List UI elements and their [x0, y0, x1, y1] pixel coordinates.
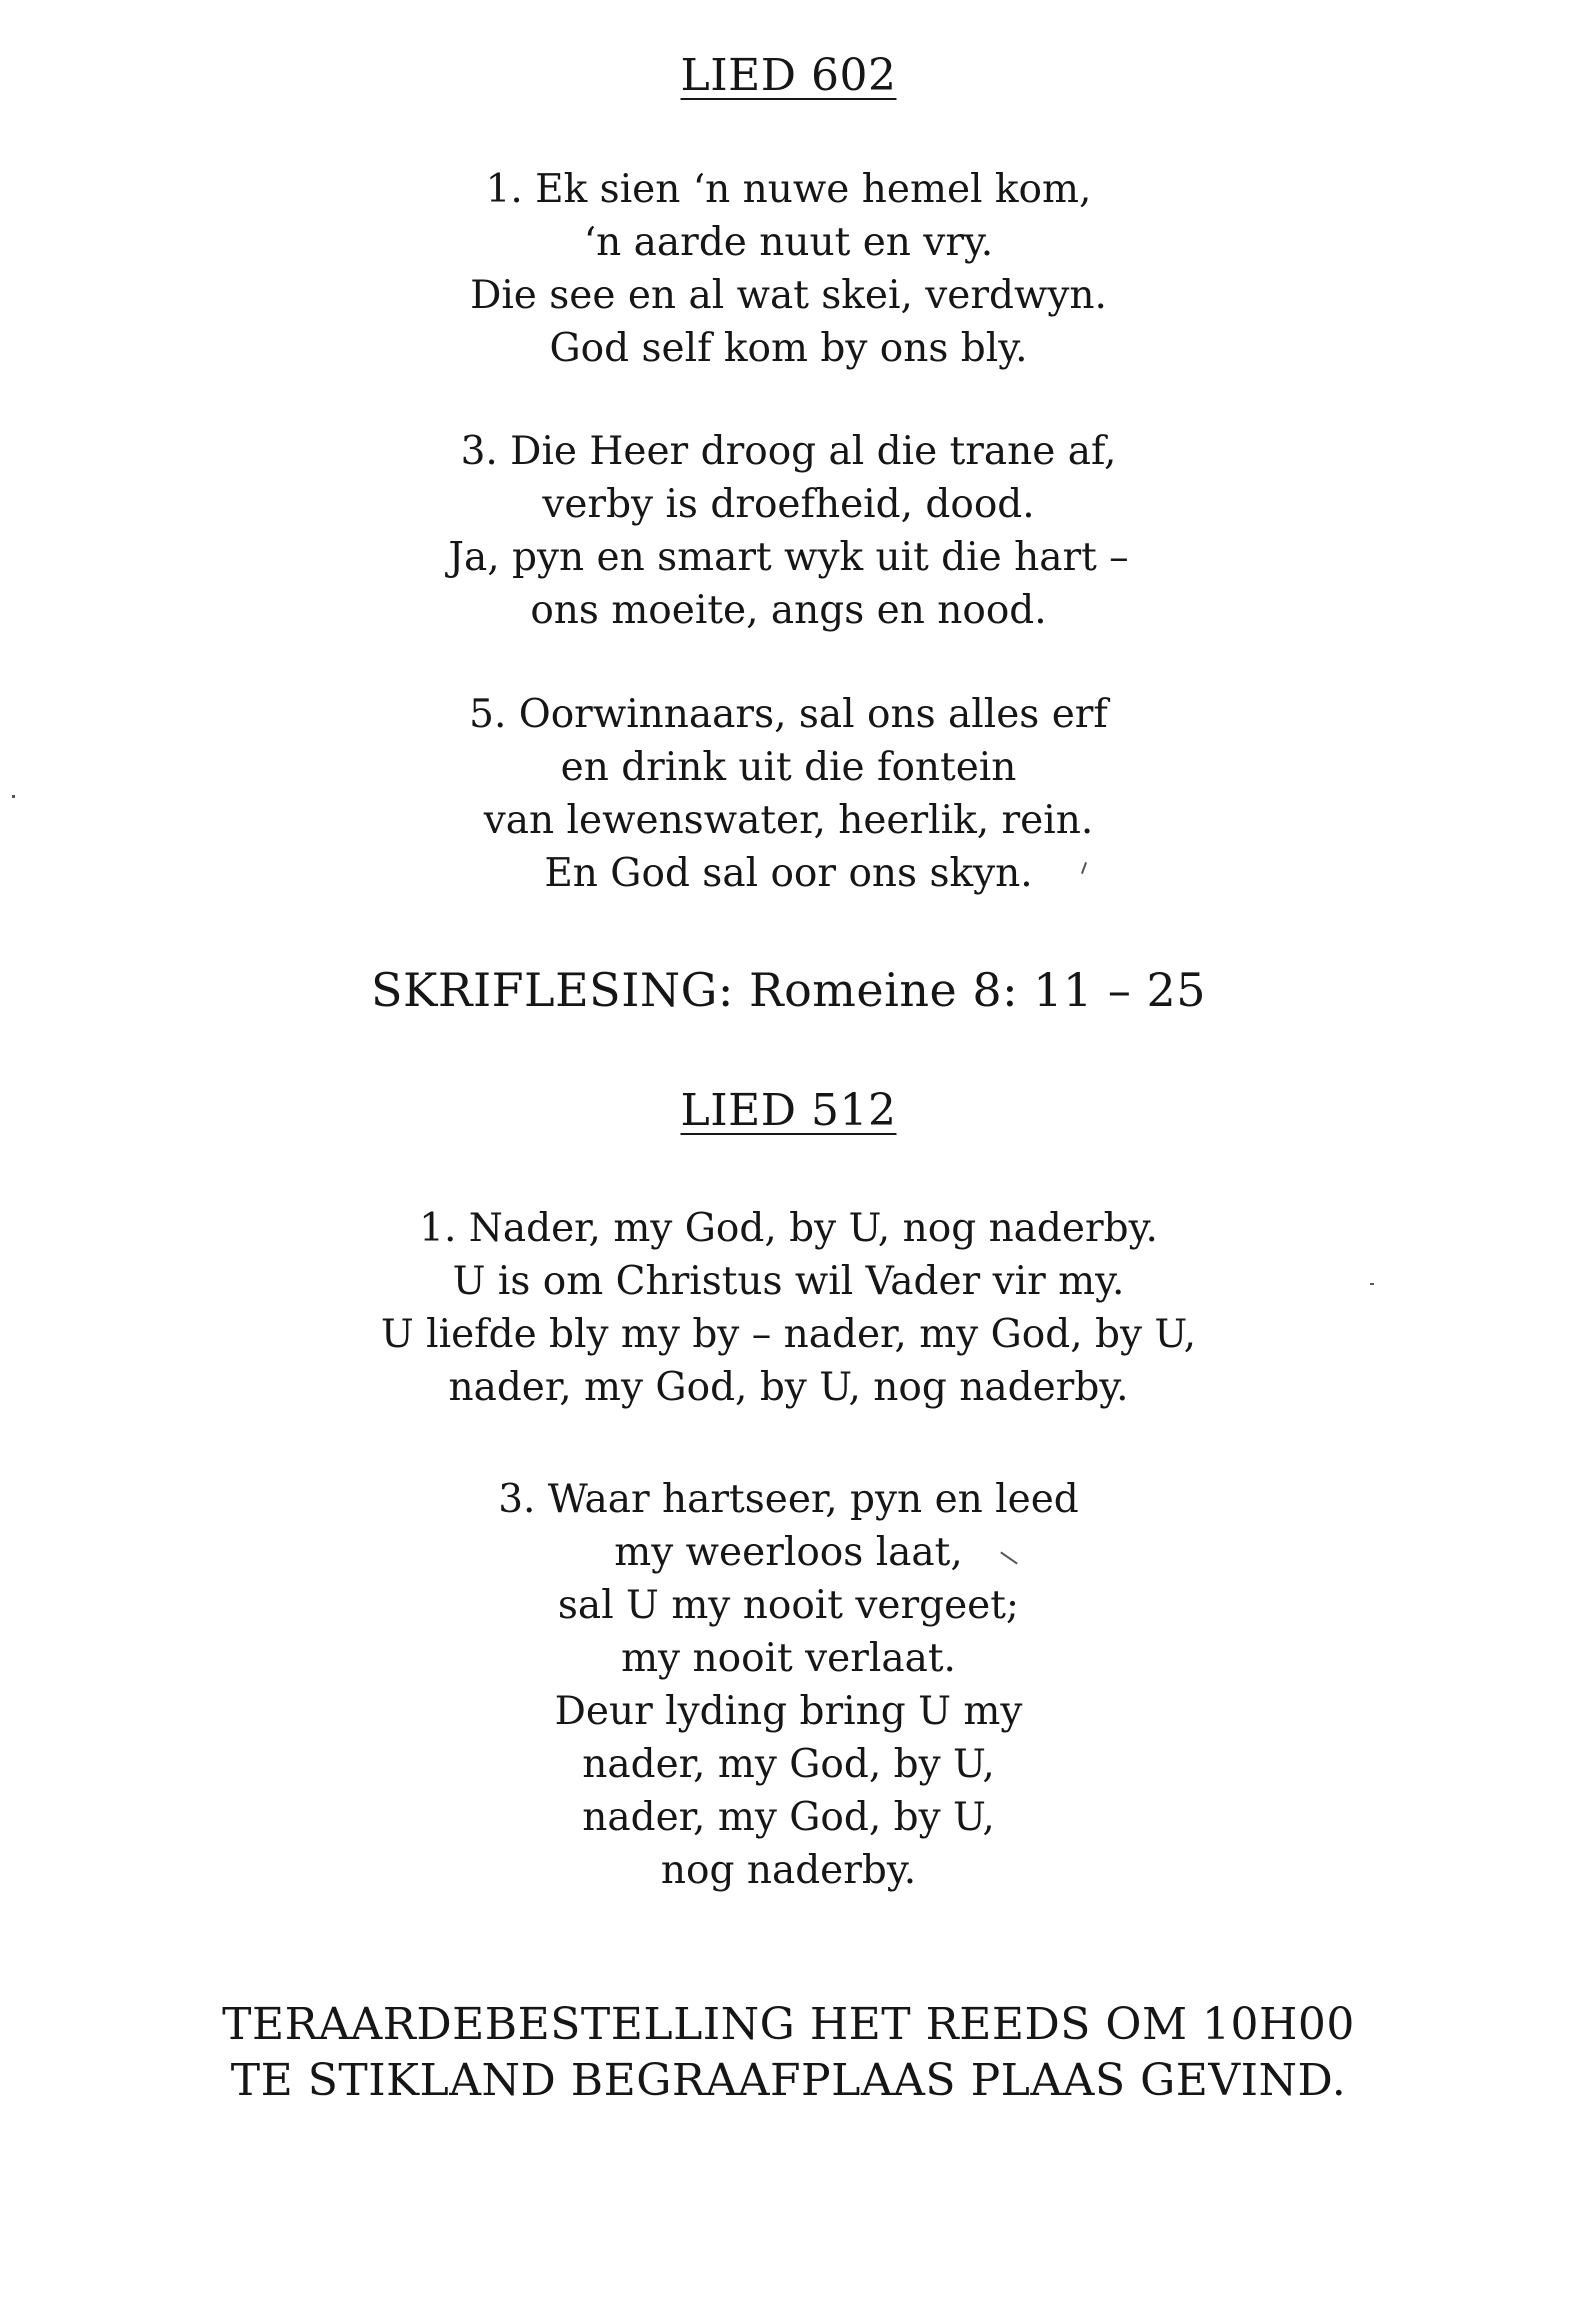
verse-line: 3. Die Heer droog al die trane af,	[460, 429, 1117, 474]
hymn-602-verse-1	[0, 163, 1577, 375]
burial-notice	[0, 1997, 1577, 2109]
verse-line: 5. Oorwinnaars, sal ons alles erf	[469, 692, 1108, 737]
hymn-602-verse-5	[0, 688, 1577, 900]
hymn-602-verse-3	[0, 425, 1577, 637]
verse-line: verby is droefheid, dood.	[542, 482, 1035, 527]
scan-mark	[12, 795, 15, 798]
notice-line: TE STIKLAND BEGRAAFPLAAS PLAAS GEVIND.	[230, 2055, 1347, 2106]
verse-line: nog naderby.	[660, 1848, 917, 1893]
verse-line: ons moeite, angs en nood.	[530, 588, 1047, 633]
notice-line: TERAARDEBESTELLING HET REEDS OM 10H00	[222, 1999, 1355, 2050]
verse-line: nader, my God, by U,	[582, 1742, 995, 1787]
verse-line: my nooit verlaat.	[621, 1636, 956, 1681]
verse-line: 3. Waar hartseer, pyn en leed	[498, 1477, 1079, 1522]
verse-line: 1. Ek sien ‘n nuwe hemel kom,	[485, 167, 1092, 212]
verse-line: ‘n aarde nuut en vry.	[583, 220, 994, 265]
hymn-512-verse-1	[0, 1202, 1577, 1414]
verse-line: Deur lyding bring U my	[554, 1689, 1023, 1734]
verse-line: Die see en al wat skei, verdwyn.	[470, 273, 1107, 318]
scripture-reading: SKRIFLESING: Romeine 8: 11 – 25	[370, 963, 1207, 1017]
verse-line: sal U my nooit vergeet;	[557, 1583, 1020, 1628]
hymn-602-title: LIED 602	[680, 50, 897, 101]
verse-line: U liefde bly my by – nader, my God, by U,	[380, 1312, 1197, 1357]
verse-line: En God sal oor ons skyn.	[544, 851, 1033, 896]
verse-line: van lewenswater, heerlik, rein.	[483, 798, 1094, 843]
verse-line: God self kom by ons bly.	[549, 326, 1028, 371]
verse-line: U is om Christus wil Vader vir my.	[452, 1259, 1125, 1304]
verse-line: en drink uit die fontein	[560, 745, 1017, 790]
hymn-512-title: LIED 512	[680, 1085, 897, 1136]
scan-mark	[1370, 1283, 1374, 1285]
verse-line: Ja, pyn en smart wyk uit die hart –	[448, 535, 1129, 580]
verse-line: 1. Nader, my God, by U, nog naderby.	[419, 1206, 1158, 1251]
hymn-512-verse-3	[0, 1473, 1577, 1897]
verse-line: nader, my God, by U, nog naderby.	[448, 1365, 1129, 1410]
verse-line: my weerloos laat,	[614, 1530, 963, 1575]
verse-line: nader, my God, by U,	[582, 1795, 995, 1840]
